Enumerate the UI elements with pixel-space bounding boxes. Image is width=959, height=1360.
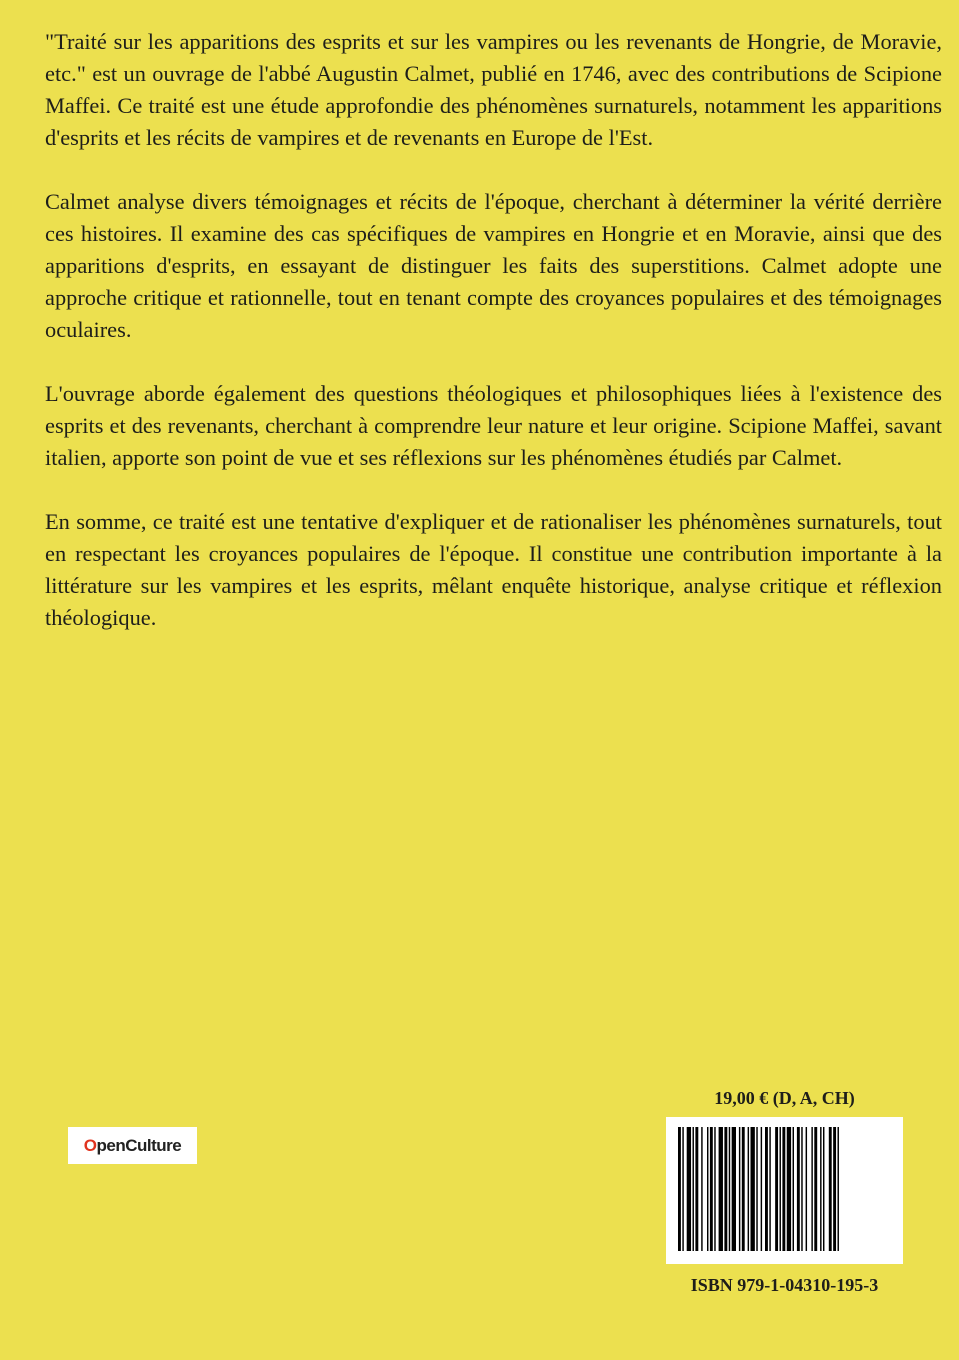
barcode-bar <box>701 1127 702 1251</box>
barcode-bar <box>710 1127 713 1251</box>
barcode-bar <box>797 1127 800 1251</box>
barcode-bar <box>780 1127 781 1251</box>
barcode-bar <box>806 1127 807 1251</box>
barcode-bar <box>823 1127 824 1251</box>
barcode-bar <box>838 1127 839 1251</box>
barcode-bar <box>833 1127 836 1251</box>
barcode-bar <box>787 1127 791 1251</box>
logo-letter-o: O <box>83 1135 97 1155</box>
barcode-bar <box>829 1127 832 1251</box>
isbn-label: ISBN 979-1-04310-195-3 <box>690 1275 879 1295</box>
barcode-bar <box>761 1127 762 1251</box>
barcode-bar <box>729 1127 730 1251</box>
barcode-bar <box>782 1127 785 1251</box>
paragraph-1: "Traité sur les apparitions des esprits et sur les vampires ou les revenants de Hongrie, de Moravie, etc." est un ouvrage de l'abbé Augustin Calmet, publié en 1746, avec des contributions de Scipione Maffei. Ce traité est une étude approfondie des phénomènes surnaturels, notamment les apparitions d'esprits et les récits de vampires et de revenants en Europe de l'Est. <box>45 29 942 150</box>
barcode-bar <box>719 1127 723 1251</box>
barcode-bar <box>811 1127 812 1251</box>
barcode-icon <box>678 1127 891 1251</box>
barcode-bar <box>769 1127 770 1251</box>
back-cover-text <box>45 26 942 666</box>
barcode-bar <box>732 1127 736 1251</box>
barcode-bar <box>742 1127 745 1251</box>
barcode-bar <box>707 1127 708 1251</box>
barcode-bar <box>695 1127 698 1251</box>
barcode-bar <box>739 1127 740 1251</box>
barcode-bar <box>682 1127 683 1251</box>
barcode-bar <box>693 1127 694 1251</box>
barcode-bar <box>793 1127 794 1251</box>
paragraph-4: En somme, ce traité est une tentative d'expliquer et de rationaliser les phénomènes surnaturels, tout en respectant les croyances populaires de l'époque. Il constitue une contribution importante à la littérature sur les vampires et les esprits, mêlant enquête historique, analyse critique et réflexion théologique. <box>45 509 942 630</box>
price-label: 19,00 € (D, A, CH) <box>714 1088 855 1108</box>
barcode-bar <box>714 1127 715 1251</box>
barcode-bar <box>756 1127 757 1251</box>
barcode-bar <box>814 1127 817 1251</box>
paragraph-3: L'ouvrage aborde également des questions théologiques et philosophiques liées à l'existence des esprits et des revenants, cherchant à comprendre leur nature et leur origine. Scipione Maffei, savant italien, apporte son point de vue et ses réflexions sur les phénomènes étudiés par Calmet. <box>45 381 942 470</box>
barcode-bar <box>751 1127 755 1251</box>
barcode-bar <box>765 1127 768 1251</box>
barcode-bar <box>801 1127 802 1251</box>
barcode <box>666 1117 903 1264</box>
barcode-bar <box>687 1127 691 1251</box>
logo-text: penCulture <box>96 1135 182 1155</box>
barcode-bar <box>775 1127 778 1251</box>
barcode-bar <box>724 1127 727 1251</box>
paragraph-2: Calmet analyse divers témoignages et récits de l'époque, cherchant à déterminer la vérité derrière ces histoires. Il examine des cas spécifiques de vampires en Hongrie et en Moravie, ainsi que des apparitions d'esprits, en essayant de distinguer les faits des superstitions. Calmet adopte une approche critique et rationnelle, tout en tenant compte des croyances populaires et des témoignages oculaires. <box>45 189 942 342</box>
barcode-bar <box>748 1127 749 1251</box>
publisher-logo <box>68 1127 197 1164</box>
barcode-bar <box>678 1127 681 1251</box>
barcode-bar <box>820 1127 821 1251</box>
